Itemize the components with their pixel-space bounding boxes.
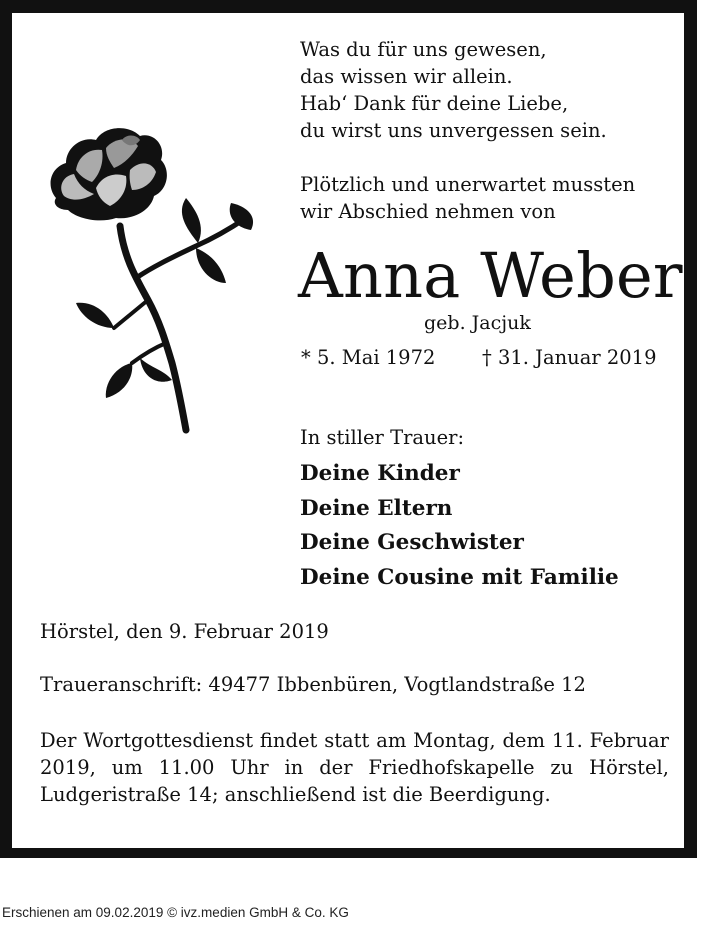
poem-line: das wissen wir allein. (300, 65, 513, 88)
mourning-intro: In stiller Trauer: (300, 426, 465, 449)
mourner: Deine Geschwister (300, 530, 524, 555)
poem (300, 36, 607, 144)
intro-line: Plötzlich und unerwartet mussten (300, 173, 636, 196)
mourner: Deine Kinder (300, 461, 460, 486)
mourning-address: Traueranschrift: 49477 Ibbenbüren, Vogtlandstraße 12 (40, 673, 586, 696)
intro-text (300, 171, 635, 225)
mourners-list (300, 457, 619, 595)
deceased-name: Anna Weber (298, 239, 683, 312)
publication-footer: Erschienen am 09.02.2019 © ivz.medien GmbH & Co. KG (2, 905, 349, 920)
intro-line: wir Abschied nehmen von (300, 200, 556, 223)
poem-line: Was du für uns gewesen, (300, 38, 547, 61)
poem-line: Hab‘ Dank für deine Liebe, (300, 92, 569, 115)
rose-icon (36, 118, 261, 438)
service-info: Der Wortgottesdienst findet statt am Montag, dem 11. Februar 2019, um 11.00 Uhr in der Friedhofskapelle zu Hörstel, Ludgeristraße 14; anschließend ist die Beerdigung. (40, 729, 669, 806)
maiden-name: geb. Jacjuk (424, 312, 531, 334)
birth-date: * 5. Mai 1972 (301, 346, 436, 369)
poem-line: du wirst uns unvergessen sein. (300, 119, 607, 142)
mourner: Deine Eltern (300, 495, 453, 521)
mourner: Deine Cousine mit Familie (300, 564, 619, 590)
death-date: † 31. Januar 2019 (482, 346, 657, 369)
place-date: Hörstel, den 9. Februar 2019 (40, 620, 329, 643)
